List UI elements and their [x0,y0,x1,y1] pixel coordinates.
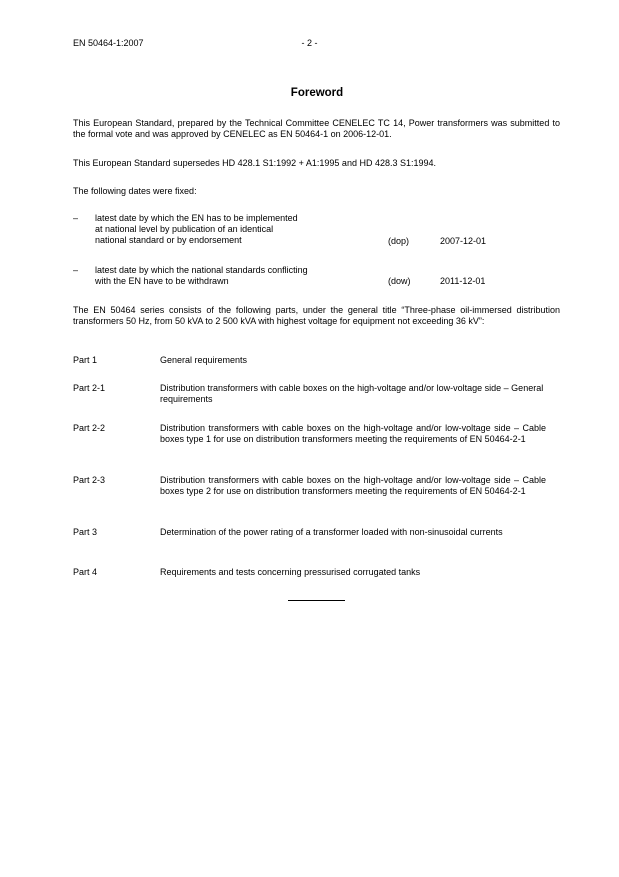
part-description: Distribution transformers with cable boxes on the high-voltage and/or low-voltage side – General requirements [160,383,544,405]
date-bullet: – [73,265,79,275]
page-number: - 2 - [301,38,318,48]
date-description-line: with the EN have to be withdrawn [95,276,229,287]
part-description: General requirements [160,355,248,365]
date-description-line: latest date by which the EN has to be implemented [95,213,298,223]
part-label: Part 2-3 [73,475,106,485]
intro-paragraph: This European Standard, prepared by the Technical Committee CENELEC TC 14, Power transformers was submitted to the formal vote and was approved by CENELEC as EN 50464-1 on 2006-12-01. [73,118,560,140]
part-label: Part 1 [73,355,98,365]
part-label: Part 3 [73,527,98,537]
part-description: Requirements and tests concerning pressurised corrugated tanks [160,567,421,577]
part-label: Part 2-1 [73,383,106,393]
supersedes-paragraph: This European Standard supersedes HD 428.1 S1:1992 + A1:1995 and HD 428.3 S1:1994. [73,158,437,168]
part-description: Distribution transformers with cable boxes on the high-voltage and/or low-voltage side – Cable boxes type 1 for use on distribution transformers meeting the requirements of EN 50464-2-1 [160,423,546,445]
part-description: Distribution transformers with cable boxes on the high-voltage and/or low-voltage side – Cable boxes type 2 for use on distribution transformers meeting the requirements of EN 50464-2-1 [160,475,546,497]
page-title: Foreword [290,87,344,99]
date-description-dop [95,213,375,247]
part-label: Part 2-2 [73,423,106,433]
date-description-line: at national level by publication of an identical [95,224,274,235]
date-value-dop: 2007-12-01 [440,236,487,246]
date-value-dow: 2011-12-01 [440,276,486,286]
document-id: EN 50464-1:2007 [73,38,144,48]
date-description-line: national standard or by endorsement [95,235,242,246]
date-description-dow [95,265,375,287]
date-bullet: – [73,213,79,223]
end-rule [288,600,345,601]
part-description: Determination of the power rating of a transformer loaded with non-sinusoidal currents [160,527,503,537]
date-description-line: latest date by which the national standards conflicting [95,265,308,275]
date-abbr-dop: (dop) [388,236,410,246]
dates-intro: The following dates were fixed: [73,186,197,196]
date-abbr-dow: (dow) [388,276,411,286]
series-paragraph: The EN 50464 series consists of the following parts, under the general title “Three-phase oil-immersed distribution transformers 50 Hz, from 50 kVA to 2 500 kVA with highest voltage for equipment not exceeding 36 kV”: [73,305,560,327]
part-label: Part 4 [73,567,98,577]
